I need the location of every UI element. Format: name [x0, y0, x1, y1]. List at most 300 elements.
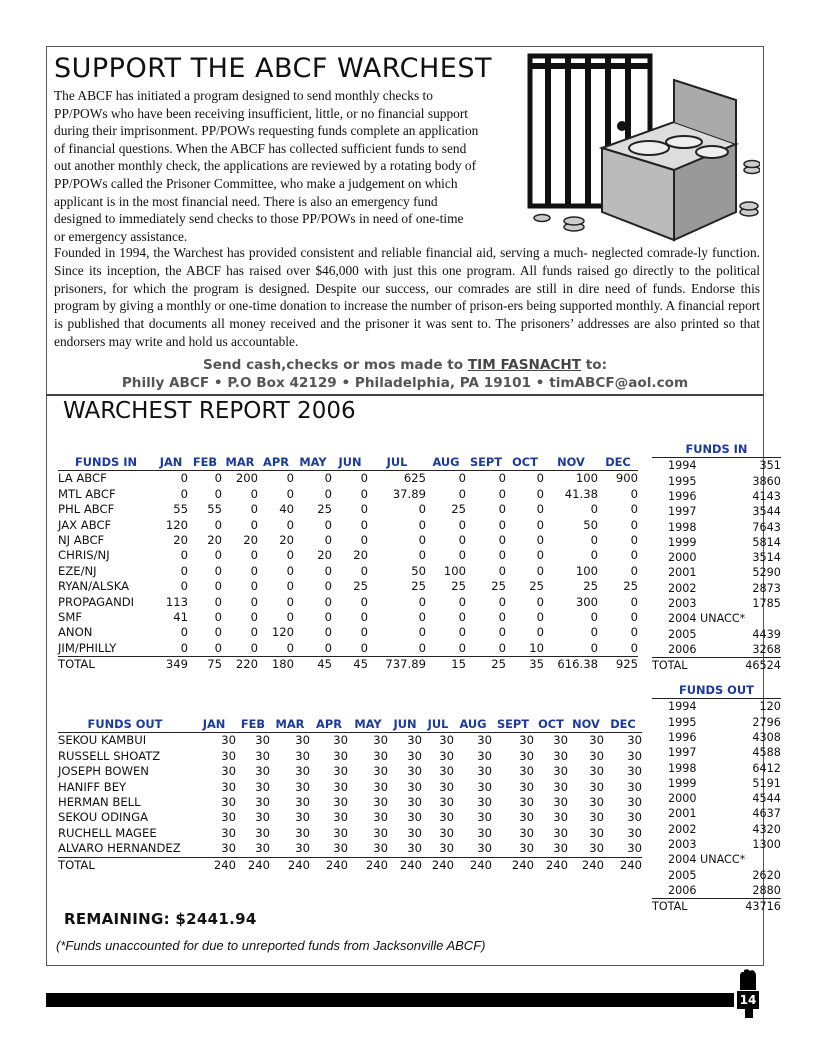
- cell-value: 30: [221, 841, 236, 856]
- cell-value: 0: [360, 610, 368, 625]
- remaining-balance: REMAINING: $2441.94: [64, 910, 257, 928]
- column-header: JUN: [388, 717, 422, 733]
- cell-value: 0: [498, 640, 506, 655]
- row-label: PHL ABCF: [58, 502, 115, 517]
- column-header: JUN: [332, 455, 368, 471]
- footnote: (*Funds unaccounted for due to unreported funds from Jacksonville ABCF): [56, 938, 486, 953]
- donation-instructions: Send cash,checks or mos made to TIM FASNACHT to: Philly ABCF • P.O Box 42129 • Philadelphia, PA 19101 • timABCF@aol.com: [46, 356, 764, 392]
- cell-value: 30: [519, 795, 534, 810]
- cell-value: 20: [243, 533, 258, 548]
- year-amount: 5290: [752, 566, 781, 580]
- cell-value: 240: [422, 857, 454, 873]
- cell-value: 0: [418, 625, 426, 640]
- cell-value: 25: [451, 579, 466, 594]
- cell-value: 30: [407, 825, 422, 840]
- cell-value: 30: [519, 764, 534, 779]
- cell-value: 40: [279, 502, 294, 517]
- cell-value: 0: [418, 610, 426, 625]
- cell-value: 0: [214, 610, 222, 625]
- year-label: 1999: [668, 535, 697, 549]
- cell-value: 0: [458, 625, 466, 640]
- total-row: [652, 658, 781, 674]
- cell-value: 200: [235, 471, 258, 486]
- year-amount: 6412: [752, 761, 781, 775]
- cell-value: 30: [221, 810, 236, 825]
- cell-value: 30: [255, 748, 270, 763]
- cell-value: 30: [407, 764, 422, 779]
- cell-value: 0: [180, 486, 188, 501]
- column-header: JUL: [368, 455, 426, 471]
- cell-value: 30: [407, 795, 422, 810]
- cell-value: 55: [173, 502, 188, 517]
- row-label: HERMAN BELL: [58, 795, 141, 810]
- cell-value: 30: [333, 825, 348, 840]
- funds-out-table: [58, 717, 642, 873]
- cell-value: 0: [458, 517, 466, 532]
- cell-value: 0: [458, 640, 466, 655]
- year-label: 2005: [668, 868, 697, 882]
- cell-value: 30: [627, 795, 642, 810]
- cell-value: 0: [180, 548, 188, 563]
- cell-value: 0: [324, 579, 332, 594]
- cell-value: 0: [536, 610, 544, 625]
- page-number: 14: [737, 991, 759, 1009]
- table-row: [58, 749, 642, 764]
- cell-value: 30: [519, 748, 534, 763]
- cell-value: 20: [353, 548, 368, 563]
- row-label: TOTAL: [58, 857, 192, 873]
- row-label: JAX ABCF: [58, 517, 112, 532]
- column-header: SEPT: [466, 455, 506, 471]
- cell-value: 15: [426, 657, 466, 673]
- cell-value: 0: [360, 640, 368, 655]
- cell-value: 30: [553, 810, 568, 825]
- column-header: AUG: [426, 455, 466, 471]
- cell-value: 30: [221, 779, 236, 794]
- cell-value: 50: [411, 563, 426, 578]
- cell-value: 120: [271, 625, 294, 640]
- table-row: [58, 826, 642, 841]
- table-row: [652, 837, 781, 852]
- cell-value: 30: [373, 779, 388, 794]
- table-row: [652, 852, 781, 867]
- cell-value: 0: [630, 594, 638, 609]
- cell-value: 30: [295, 764, 310, 779]
- cell-value: 0: [458, 486, 466, 501]
- column-header: FUNDS OUT: [58, 717, 192, 733]
- table-row: [58, 795, 642, 810]
- cell-value: 0: [324, 610, 332, 625]
- cell-value: 0: [214, 625, 222, 640]
- table-row: [652, 642, 781, 658]
- column-header: DEC: [604, 717, 642, 733]
- cell-value: 30: [295, 779, 310, 794]
- table-row: [652, 535, 781, 550]
- row-label: SMF: [58, 610, 83, 625]
- cell-value: 30: [333, 795, 348, 810]
- year-amount: [745, 611, 781, 626]
- row-label: RYAN/ALSKA: [58, 579, 130, 594]
- year-amount: 43716: [745, 900, 781, 914]
- cell-value: 30: [627, 825, 642, 840]
- cell-value: 30: [221, 748, 236, 763]
- cell-value: 30: [553, 748, 568, 763]
- year-amount: 3544: [752, 505, 781, 519]
- cell-value: 349: [154, 657, 188, 673]
- report-title: WARCHEST REPORT 2006: [63, 398, 356, 424]
- cell-value: 30: [627, 841, 642, 856]
- year-amount: 351: [759, 459, 781, 473]
- row-label: HANIFF BEY: [58, 779, 127, 794]
- cell-value: 30: [589, 795, 604, 810]
- year-amount: 3514: [752, 551, 781, 565]
- year-label: TOTAL: [652, 658, 745, 674]
- cell-value: 0: [360, 517, 368, 532]
- column-header: JUL: [422, 717, 454, 733]
- total-row: [58, 657, 638, 673]
- year-amount: 3268: [752, 642, 781, 656]
- cell-value: 30: [255, 841, 270, 856]
- column-header: APR: [310, 717, 348, 733]
- row-label: MTL ABCF: [58, 486, 116, 501]
- cell-value: 30: [553, 764, 568, 779]
- row-label: ANON: [58, 625, 93, 640]
- cell-value: 30: [255, 733, 270, 748]
- mailing-address: Philly ABCF • P.O Box 42129 • Philadelphia, PA 19101 • timABCF@aol.com: [121, 375, 689, 391]
- cell-value: 0: [498, 471, 506, 486]
- cell-value: 30: [295, 810, 310, 825]
- cell-value: 0: [250, 486, 258, 501]
- row-label: RUCHELL MAGEE: [58, 825, 157, 840]
- cell-value: 30: [589, 825, 604, 840]
- cell-value: 30: [439, 779, 454, 794]
- cell-value: 30: [407, 779, 422, 794]
- cell-value: 30: [221, 795, 236, 810]
- cell-value: 0: [418, 548, 426, 563]
- cell-value: 0: [536, 563, 544, 578]
- cell-value: 0: [250, 502, 258, 517]
- cell-value: 30: [589, 841, 604, 856]
- table-row: [652, 699, 781, 715]
- year-amount: 120: [759, 700, 781, 714]
- cell-value: 240: [492, 857, 534, 873]
- cell-value: 0: [458, 610, 466, 625]
- table-row: [652, 611, 781, 626]
- cell-value: 0: [498, 594, 506, 609]
- column-header: OCT: [506, 455, 544, 471]
- cell-value: 0: [250, 594, 258, 609]
- column-header: OCT: [534, 717, 568, 733]
- year-label: 2006: [668, 883, 697, 897]
- cell-value: 30: [627, 748, 642, 763]
- cell-value: 30: [333, 748, 348, 763]
- column-header: APR: [258, 455, 294, 471]
- year-amount: 2620: [752, 868, 781, 882]
- table-row: [652, 761, 781, 776]
- cell-value: 0: [630, 502, 638, 517]
- cell-value: 30: [221, 764, 236, 779]
- cell-value: 30: [477, 841, 492, 856]
- year-label: 1999: [668, 776, 697, 790]
- table-row: [58, 733, 642, 749]
- year-amount: 5814: [752, 535, 781, 549]
- table-row: [58, 641, 638, 657]
- column-header: DEC: [598, 455, 638, 471]
- year-amount: 46524: [745, 659, 781, 673]
- table-row: [652, 489, 781, 504]
- cell-value: 0: [214, 594, 222, 609]
- table-row: [58, 518, 638, 533]
- cell-value: 30: [589, 764, 604, 779]
- cell-value: 30: [439, 795, 454, 810]
- cell-value: 30: [477, 825, 492, 840]
- cell-value: 30: [477, 733, 492, 748]
- yearly-funds-out-table: [652, 683, 781, 915]
- cell-value: 30: [589, 810, 604, 825]
- cell-value: 30: [333, 810, 348, 825]
- table-row: [652, 474, 781, 489]
- year-amount: 7643: [752, 520, 781, 534]
- table-row: [652, 822, 781, 837]
- year-label: 1996: [668, 490, 697, 503]
- table-row: [58, 625, 638, 640]
- cell-value: 30: [553, 841, 568, 856]
- year-label: 1997: [668, 505, 697, 519]
- cell-value: 0: [286, 486, 294, 501]
- cell-value: 30: [295, 841, 310, 856]
- cell-value: 30: [373, 733, 388, 748]
- cell-value: 30: [255, 810, 270, 825]
- cell-value: 25: [411, 579, 426, 594]
- year-amount: 1300: [752, 838, 781, 852]
- cell-value: 0: [286, 471, 294, 486]
- cell-value: 30: [333, 841, 348, 856]
- cell-value: 30: [589, 733, 604, 748]
- cell-value: 30: [439, 810, 454, 825]
- year-label: 1997: [668, 746, 697, 760]
- cell-value: 0: [590, 640, 598, 655]
- cell-value: 0: [360, 471, 368, 486]
- table-row: [652, 565, 781, 580]
- cell-value: 0: [360, 486, 368, 501]
- funds-in-table: [58, 455, 638, 673]
- cell-value: 100: [575, 563, 598, 578]
- table-row: [652, 868, 781, 883]
- cell-value: 0: [418, 533, 426, 548]
- row-label: TOTAL: [58, 657, 154, 673]
- cell-value: 0: [250, 625, 258, 640]
- cell-value: 0: [324, 486, 332, 501]
- cell-value: 0: [590, 533, 598, 548]
- cell-value: 0: [360, 533, 368, 548]
- cell-value: 0: [630, 486, 638, 501]
- section-divider: [46, 394, 764, 396]
- cell-value: 0: [498, 533, 506, 548]
- cell-value: 30: [477, 795, 492, 810]
- year-label: 2001: [668, 807, 697, 821]
- cell-value: 0: [360, 563, 368, 578]
- cell-value: 0: [286, 548, 294, 563]
- year-label: TOTAL: [652, 899, 745, 915]
- year-label: 2006: [668, 642, 697, 656]
- cell-value: 30: [373, 825, 388, 840]
- table-row: [652, 627, 781, 642]
- year-amount: 4588: [752, 746, 781, 760]
- cell-value: 0: [250, 517, 258, 532]
- cell-value: 0: [418, 640, 426, 655]
- year-label: 2005: [668, 627, 697, 641]
- warchest-paragraph: Founded in 1994, the Warchest has provided consistent and reliable financial aid, serving a much- neglected comrade-ly function. Since its inception, the ABCF has raised over $46,000 with just this one program. All funds raised go directly to the political prisoners, for which the program is designed. Despite our success, our comrades are still in dire need of funds. Endorse this program by giving a monthly or one-time donation to increase the number of prison-ers being supported monthly. A financial report is published that documents all money received and the prisoner it was sent to. The prisoners’ addresses are also printed so that endorsers may write and hold us accountable.: [54, 245, 760, 349]
- table-row: [58, 780, 642, 795]
- cell-value: 0: [324, 563, 332, 578]
- cell-value: 20: [207, 533, 222, 548]
- cell-value: 35: [506, 657, 544, 673]
- cell-value: 0: [286, 579, 294, 594]
- cell-value: 25: [451, 502, 466, 517]
- yearly-funds-out-header: FUNDS OUT: [652, 683, 781, 699]
- cell-value: 25: [491, 579, 506, 594]
- cell-value: 240: [236, 857, 270, 873]
- column-header: NOV: [544, 455, 598, 471]
- cell-value: 0: [286, 640, 294, 655]
- table-row: [652, 776, 781, 791]
- cell-value: 0: [214, 563, 222, 578]
- year-label: 2002: [668, 581, 697, 595]
- row-label: SEKOU ODINGA: [58, 810, 149, 825]
- cell-value: 240: [310, 857, 348, 873]
- row-label: JOSEPH BOWEN: [58, 764, 149, 779]
- cell-value: 0: [630, 533, 638, 548]
- cell-value: 0: [286, 610, 294, 625]
- cell-value: 0: [250, 640, 258, 655]
- cell-value: 0: [180, 471, 188, 486]
- cell-value: 180: [258, 657, 294, 673]
- cell-value: 30: [477, 779, 492, 794]
- cell-value: 0: [630, 517, 638, 532]
- table-row: [652, 745, 781, 760]
- year-amount: 1785: [752, 597, 781, 611]
- cell-value: 0: [418, 594, 426, 609]
- table-row: [58, 841, 642, 857]
- cell-value: 30: [407, 810, 422, 825]
- yearly-funds-in-header: FUNDS IN: [652, 442, 781, 458]
- intro-text: The ABCF has initiated a program designed to send monthly checks to PP/POWs who have been receiving insufficient, little, or no financial support during their imprisonment. PP/POWs requesting funds complete an application of financial questions. When the ABCF has collected sufficient funds to send out another monthly check, the applications are reviewed by a rotating body of PP/POWs called the Prisoner Committee, who make a judgement on which applicant is in the most financial need. There is also an emergency fund designed to immediately send checks to those PP/POWs in need of one-time or emergency assistance.: [54, 88, 479, 244]
- table-row: [58, 548, 638, 563]
- year-label: 2000: [668, 792, 697, 806]
- cell-value: 100: [575, 471, 598, 486]
- column-header: JAN: [154, 455, 188, 471]
- cell-value: 0: [458, 533, 466, 548]
- yearly-funds-in-table: [652, 442, 781, 674]
- cell-value: 30: [439, 733, 454, 748]
- cell-value: 20: [317, 548, 332, 563]
- row-label: JIM/PHILLY: [58, 640, 117, 655]
- table-header-row: [58, 455, 638, 471]
- cell-value: 30: [333, 764, 348, 779]
- cell-value: 0: [324, 640, 332, 655]
- cell-value: 0: [324, 533, 332, 548]
- cell-value: 0: [286, 517, 294, 532]
- cell-value: 25: [353, 579, 368, 594]
- cell-value: 20: [173, 533, 188, 548]
- year-amount: 2880: [752, 883, 781, 897]
- cell-value: 240: [270, 857, 310, 873]
- cell-value: 30: [439, 748, 454, 763]
- cell-value: 0: [214, 548, 222, 563]
- column-header: AUG: [454, 717, 492, 733]
- cell-value: 50: [583, 517, 598, 532]
- row-label: RUSSELL SHOATZ: [58, 748, 161, 763]
- payee-name: TIM FASNACHT: [467, 357, 582, 373]
- cell-value: 0: [324, 517, 332, 532]
- table-row: [652, 715, 781, 730]
- cell-value: 30: [255, 795, 270, 810]
- table-row: [58, 810, 642, 825]
- table-row: [58, 595, 638, 610]
- table-row: [652, 458, 781, 474]
- cell-value: 30: [627, 779, 642, 794]
- table-row: [58, 502, 638, 517]
- table-row: [652, 883, 781, 899]
- cell-value: 113: [165, 594, 188, 609]
- row-label: LA ABCF: [58, 471, 107, 486]
- cell-value: 30: [373, 795, 388, 810]
- cell-value: 30: [439, 825, 454, 840]
- year-label: 2002: [668, 822, 697, 836]
- cell-value: 30: [553, 825, 568, 840]
- cell-value: 45: [332, 657, 368, 673]
- table-row: [58, 764, 642, 779]
- year-label: 1994: [668, 700, 697, 714]
- cell-value: 30: [627, 733, 642, 748]
- column-header: MAY: [294, 455, 332, 471]
- table-row: [58, 487, 638, 502]
- year-amount: 4308: [752, 731, 781, 744]
- treasure-chest-illustration: [524, 52, 760, 242]
- cell-value: 30: [477, 748, 492, 763]
- cell-value: 240: [534, 857, 568, 873]
- table-row: [652, 596, 781, 611]
- cell-value: 737.89: [368, 657, 426, 673]
- cell-value: 0: [458, 471, 466, 486]
- cell-value: 25: [466, 657, 506, 673]
- table-row: [652, 550, 781, 565]
- cell-value: 120: [165, 517, 188, 532]
- cell-value: 0: [498, 486, 506, 501]
- cell-value: 55: [207, 502, 222, 517]
- cell-value: 0: [630, 610, 638, 625]
- cell-value: 0: [214, 517, 222, 532]
- cell-value: 30: [373, 764, 388, 779]
- column-header: FUNDS IN: [58, 455, 154, 471]
- year-label: 1998: [668, 761, 697, 775]
- cell-value: 41.38: [564, 486, 598, 501]
- cell-value: 30: [589, 779, 604, 794]
- column-header: MAR: [270, 717, 310, 733]
- cell-value: 0: [630, 625, 638, 640]
- cell-value: 30: [255, 779, 270, 794]
- table-row: [652, 581, 781, 596]
- cell-value: 0: [498, 563, 506, 578]
- table-header-row: [58, 717, 642, 733]
- year-amount: 2796: [752, 715, 781, 729]
- cell-value: 0: [536, 594, 544, 609]
- year-label: 2004 UNACC*: [668, 612, 746, 626]
- cell-value: 0: [536, 486, 544, 501]
- cell-value: 30: [407, 748, 422, 763]
- cell-value: 0: [590, 502, 598, 517]
- cell-value: 30: [627, 764, 642, 779]
